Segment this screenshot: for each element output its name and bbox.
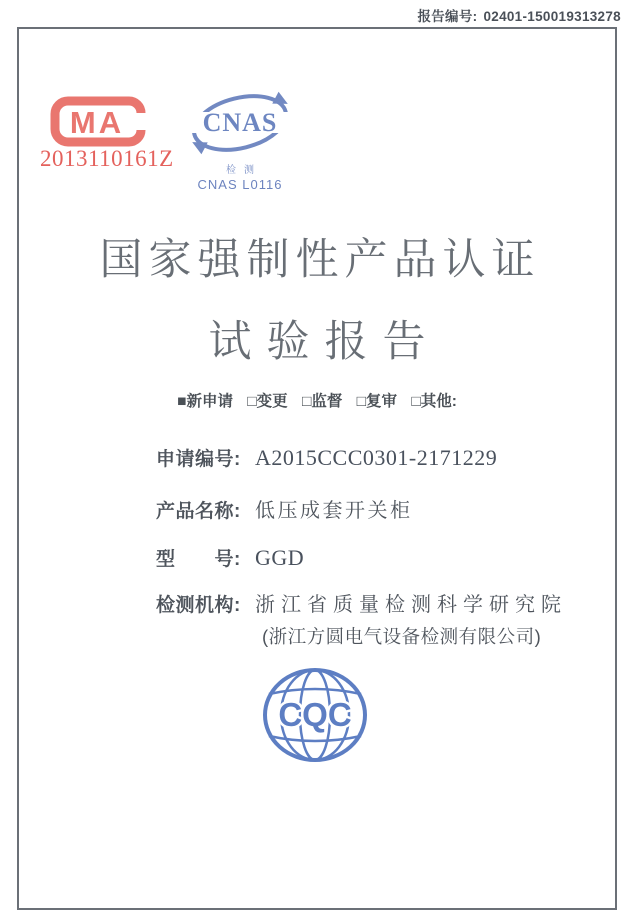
cnas-caption-cn: 检测 — [226, 165, 262, 176]
cnas-accreditation-code: CNAS L0116 — [197, 177, 283, 192]
report-number-value: 02401-150019313278 — [483, 9, 621, 24]
field-label: 产品名称: — [156, 501, 241, 522]
report-number — [417, 5, 621, 25]
field-value: A2015CCC0301-2171229 — [255, 445, 498, 470]
cma-letters: MA — [69, 105, 125, 140]
field-testing-agency — [156, 588, 567, 649]
field-product-name — [156, 494, 413, 523]
document-title: 国家强制性产品认证 — [99, 237, 541, 284]
field-label: 检测机构: — [156, 595, 241, 616]
cma-logo-block — [40, 94, 174, 172]
checkbox-other: □其他: — [411, 393, 457, 410]
cnas-letters: CNAS — [202, 108, 278, 137]
application-type-row — [17, 389, 617, 411]
document-subtitle: 试验报告 — [208, 319, 441, 366]
cma-license-number: 2013110161Z — [40, 146, 174, 171]
checkbox-new-application: ■新申请 — [177, 393, 233, 410]
field-model — [156, 544, 304, 571]
cqc-letters: CQC — [278, 696, 352, 733]
field-value-group — [255, 588, 567, 649]
checkbox-review: □复审 — [356, 393, 398, 410]
checkbox-change: □变更 — [247, 393, 288, 410]
cqc-logo-icon — [261, 666, 369, 764]
field-value: 低压成套开关柜 — [255, 500, 413, 522]
field-label: 申请编号: — [156, 449, 241, 470]
cma-logo-icon — [47, 94, 151, 149]
field-value-line1: 浙江省质量检测科学研究院 — [255, 594, 567, 616]
field-value-line2: (浙江方圆电气设备检测有限公司) — [262, 626, 542, 647]
field-label: 型 号: — [156, 549, 241, 570]
cqc-logo-block — [261, 666, 369, 769]
cnas-logo-icon — [188, 86, 292, 160]
report-number-label: 报告编号: — [417, 9, 478, 24]
field-value: GGD — [255, 545, 305, 570]
cnas-logo-block — [184, 86, 296, 192]
field-application-number — [156, 444, 497, 471]
checkbox-supervision: □监督 — [301, 393, 343, 410]
